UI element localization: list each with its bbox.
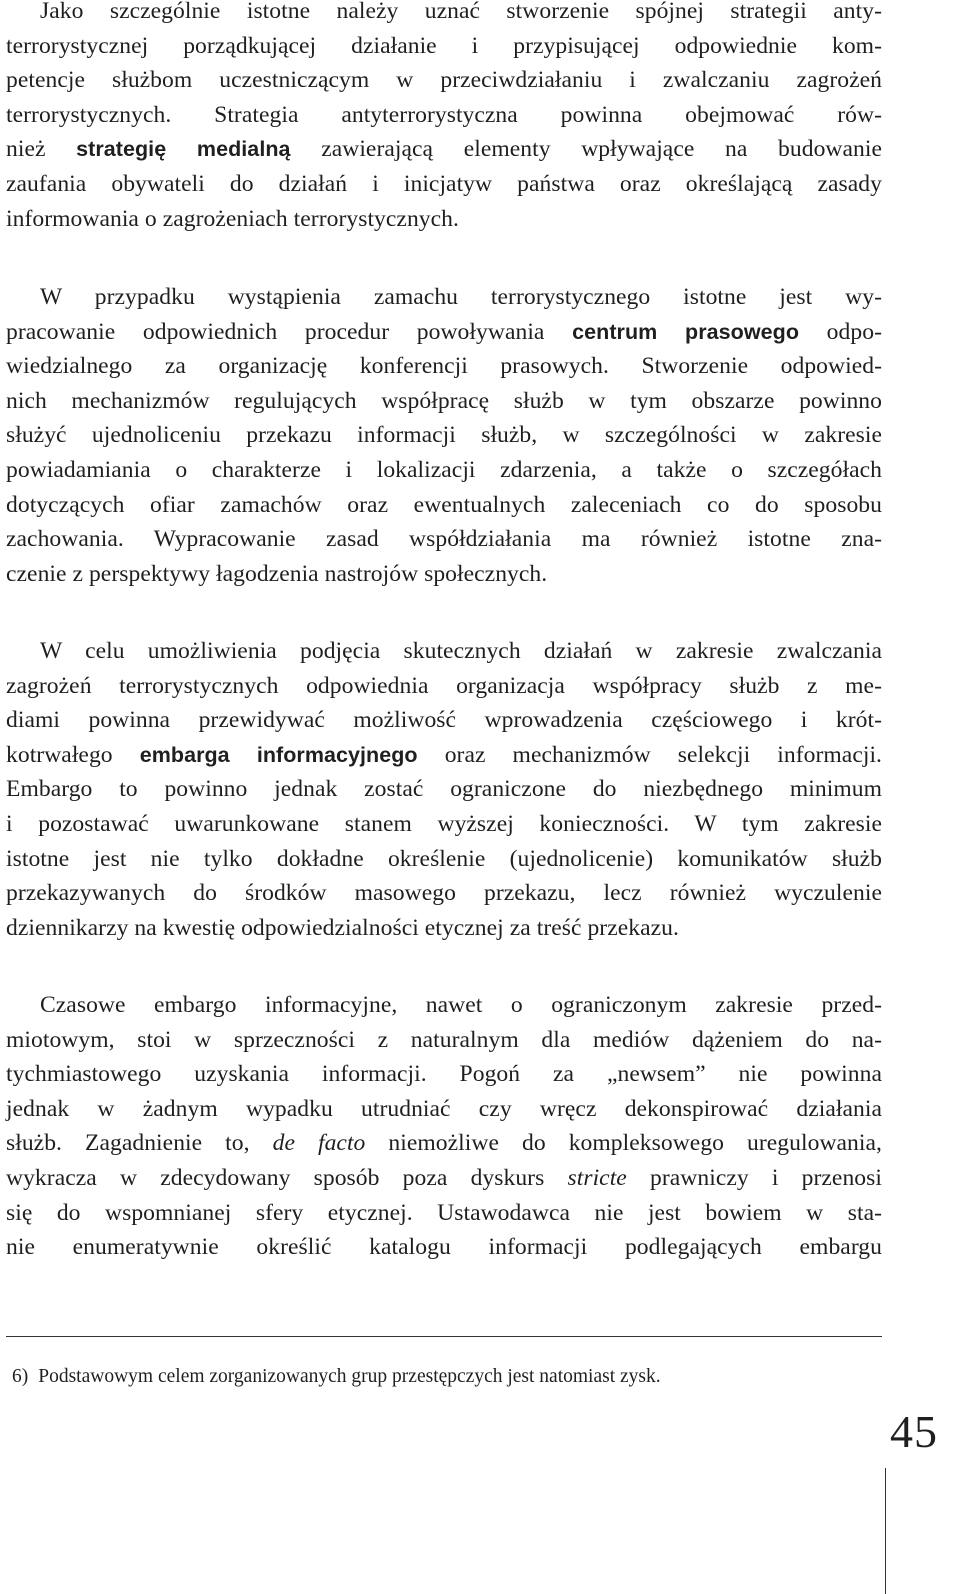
- text-line: wiedzialnego za organizację konferencji prasowych. Stworzenie odpowied-: [6, 353, 882, 380]
- italic-stricte: stricte: [567, 1164, 627, 1191]
- text-run: prawniczy i przenosi: [626, 1164, 882, 1191]
- text-line: petencje służbom uczestniczącym w przeciwdziałaniu i zwalczaniu zagrożeń: [6, 67, 882, 94]
- text-run: kotrwałego: [6, 741, 140, 768]
- text-line: [6, 132, 882, 167]
- paragraph-3: [6, 634, 882, 945]
- footnote-text: Podstawowym celem zorganizowanych grup przestępczych jest natomiast zysk.: [38, 1366, 661, 1387]
- text-line: dotyczących ofiar zamachów oraz ewentualnych zaleceniach co do sposobu: [6, 491, 882, 518]
- text-line: dziennikarzy na kwestię odpowiedzialności etycznej za treść przekazu.: [6, 914, 679, 941]
- text-line: [6, 738, 882, 773]
- text-line: nich mechanizmów regulujących współpracę służb w tym obszarze powinno: [6, 387, 882, 414]
- text-line: tychmiastowego uzyskania informacji. Pogoń za „newsem” nie powinna: [6, 1061, 882, 1088]
- paragraph-2: [6, 280, 882, 591]
- text-line: [6, 1126, 882, 1161]
- keyword-strategia-medialna: strategię medialną: [76, 137, 291, 162]
- text-line: powiadamiania o charakterze i lokalizacji zdarzenia, a także o szczegółach: [6, 456, 882, 483]
- text-run: wykracza w zdecydowany sposób poza dyskurs: [6, 1164, 568, 1191]
- footnote: [12, 1364, 661, 1390]
- footnote-number: 6): [12, 1366, 29, 1387]
- text-run: niemożliwe do kompleksowego uregulowania,: [365, 1130, 882, 1157]
- keyword-embargo-informacyjne: embarga informacyjnego: [139, 742, 418, 767]
- text-line: służyć ujednoliceniu przekazu informacji służb, w szczególności w zakresie: [6, 422, 882, 449]
- text-run: oraz mechanizmów selekcji informacji.: [417, 741, 882, 768]
- text-line: terrorystycznej porządkującej działanie i przypisującej odpowiednie kom-: [6, 32, 882, 59]
- text-run: zawierającą elementy wpływające na budowanie: [290, 136, 883, 163]
- text-line: terrorystycznych. Strategia antyterrorystyczna powinna obejmować rów-: [6, 101, 882, 128]
- text-line: [6, 1161, 882, 1196]
- text-line: zagrożeń terrorystycznych odpowiednia organizacja współpracy służb z me-: [6, 672, 882, 699]
- text-line: Embargo to powinno jednak zostać ograniczone do niezbędnego minimum: [6, 776, 882, 803]
- text-line: W celu umożliwienia podjęcia skutecznych działań w zakresie zwalczania: [40, 638, 882, 664]
- text-line: [6, 315, 882, 350]
- text-run: nież: [6, 136, 77, 163]
- text-line: i pozostawać uwarunkowane stanem wyższej konieczności. W tym zakresie: [6, 810, 882, 837]
- text-line: informowania o zagrożeniach terrorystycznych.: [6, 205, 459, 232]
- keyword-centrum-prasowe: centrum prasowego: [572, 319, 799, 344]
- paragraph-1: [6, 0, 882, 236]
- text-line: diami powinna przewidywać możliwość wprowadzenia częściowego i krót-: [6, 707, 882, 734]
- text-line: W przypadku wystąpienia zamachu terrorystycznego istotne jest wy-: [40, 284, 882, 310]
- text-line: zaufania obywateli do działań i inicjatyw państwa oraz określającą zasady: [6, 170, 882, 197]
- text-run: pracowanie odpowiednich procedur powoływania: [6, 318, 573, 345]
- paragraph-4: [6, 988, 882, 1265]
- text-line: Jako szczególnie istotne należy uznać stworzenie spójnej strategii anty-: [40, 0, 882, 24]
- text-run: służb. Zagadnienie to,: [6, 1130, 273, 1157]
- text-line: zachowania. Wypracowanie zasad współdziałania ma również istotne zna-: [6, 526, 882, 553]
- text-line: miotowym, stoi w sprzeczności z naturalnym dla mediów dążeniem do na-: [6, 1026, 882, 1053]
- text-run: odpo-: [799, 318, 882, 345]
- text-line: czenie z perspektywy łagodzenia nastrojów społecznych.: [6, 560, 548, 587]
- text-line: się do wspomnianej sfery etycznej. Ustawodawca nie jest bowiem w sta-: [6, 1199, 882, 1226]
- text-line: nie enumeratywnie określić katalogu informacji podlegających embargu: [6, 1234, 882, 1261]
- italic-de-facto: de facto: [272, 1130, 366, 1157]
- text-line: jednak w żadnym wypadku utrudniać czy wręcz dekonspirować działania: [6, 1095, 882, 1122]
- footnote-separator: [6, 1336, 882, 1337]
- page-number: 45: [890, 1406, 938, 1457]
- text-line: Czasowe embargo informacyjne, nawet o ograniczonym zakresie przed-: [40, 992, 882, 1018]
- text-line: istotne jest nie tylko dokładne określenie (ujednolicenie) komunikatów służb: [6, 845, 882, 872]
- margin-rule: [885, 1468, 886, 1594]
- text-line: przekazywanych do środków masowego przekazu, lecz również wyczulenie: [6, 880, 882, 907]
